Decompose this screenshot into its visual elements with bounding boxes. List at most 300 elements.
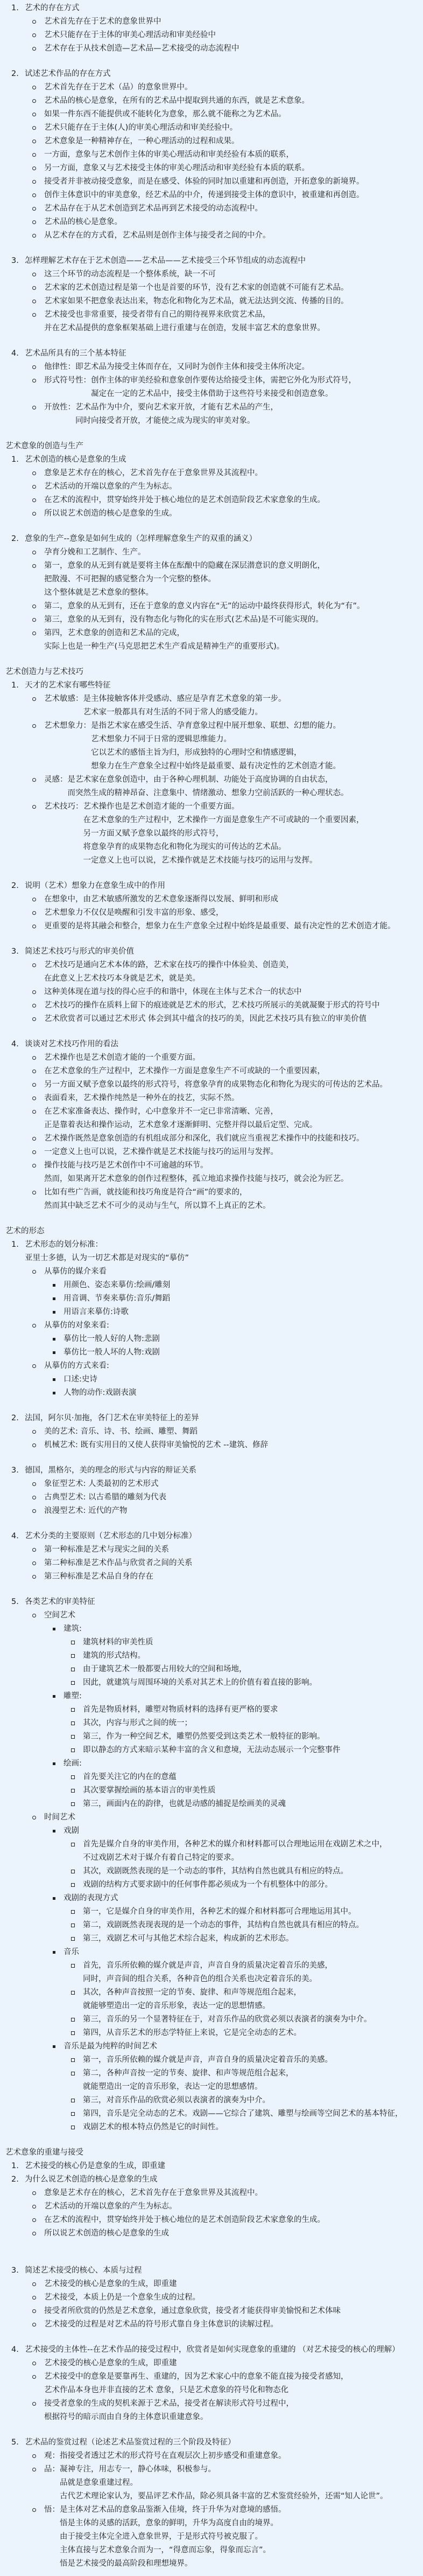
list-item [0,108,423,121]
hollow-circle-bullet-icon [32,193,36,197]
item-text: 怎样理解艺术存在于艺术创造——艺术品——艺术接受三个环节组成的动态流程中 [25,256,306,265]
list-item [0,2503,423,2517]
item-text: 艺术接受，本质上仍是一个意象生成的过程。 [44,2293,200,2302]
item-text: 第四，艺术意象的创造和艺术品的完成， [44,629,185,637]
hollow-circle-bullet-icon [32,113,36,116]
list-item [0,1012,423,1026]
item-number: 2. [11,2175,19,2184]
continuation-text: 在此意义上艺术技巧本身就是艺术，就是美。 [44,974,200,983]
sub-sub-list-item [0,1636,423,1649]
hollow-circle-bullet-icon [32,1070,36,1073]
item-text: 第一，意象的从无到有就是要将主体在酝酿中的隐藏在深层潜意识的意义明朗化， [44,561,325,570]
numbered-item [0,1595,423,1609]
continuation-text: 同时向接受者开放，才能使之成为现实的审美对象。 [75,416,255,425]
hollow-circle-bullet-icon [32,1191,36,1195]
item-text: 象征型艺术: 人类最初的艺术形式 [44,1480,159,1488]
continuation-text: 并在艺术品提供的意象框架基础上进行重建与在创造，发展丰富艺术的意象世界。 [44,324,325,332]
item-text: 试述艺术作品的存在方式 [25,70,111,78]
item-text: 其次，各种声音按照一定的节奏、旋律、和声等规范组合起来， [83,1988,301,1997]
list-item [0,1543,423,1557]
item-text: 其次要掌握绘画的基本语言的审美性质 [83,1786,216,1795]
continuation-text: 就能够塑造出一定的音乐形象，表达一定的思想情感。 [83,2002,270,2010]
continuation-line [0,854,423,867]
hollow-circle-bullet-icon [32,2454,36,2458]
item-text: 一定意义上也可以说，艺术操作就是艺术技能与技巧的运用与发挥。 [44,1148,278,1156]
item-text: 艺术首先存在于艺术（品）的意象世界中。 [44,83,193,92]
hollow-square-bullet-icon [71,1789,75,1793]
hollow-circle-bullet-icon [32,166,36,170]
numbered-item [0,2264,423,2278]
item-text: 所以说艺术创造的核心是意象的生成。 [44,509,177,518]
item-text: 为什么说艺术创造的核心是意象的生成 [25,2175,158,2184]
sub-list-item [0,1386,423,1400]
sub-sub-list-item [0,1797,423,1811]
list-item [0,985,423,999]
continuation-line [0,586,423,600]
hollow-circle-bullet-icon [32,2205,36,2209]
spacer [0,242,423,254]
item-text: 其次，戏剧既然表现的是一个动态的事件，其结构自然也就具有相应的特点。 [83,1867,348,1876]
filled-square-bullet-icon [53,2045,55,2048]
continuation-text: 这个整体就是艺术意象的整体。 [44,588,153,597]
list-item [0,692,423,706]
sub-sub-list-item [0,2026,423,2040]
continuation-text: 悟是艺术接受的最高阶段和理想境界。 [60,2559,193,2568]
item-number: 3. [11,2266,19,2275]
hollow-circle-bullet-icon [32,990,36,994]
list-item [0,202,423,216]
item-number: 3. [11,1466,19,1475]
list-item [0,959,423,972]
hollow-circle-bullet-icon [32,551,36,554]
list-item [0,494,423,507]
item-text: 所以说艺术创造的核心是意象的生成 [44,2229,169,2238]
list-item [0,467,423,480]
continuation-text: 艺术作品本身也并非直接的艺术 意象，只是艺术意象的符号化和物态化 [44,2386,289,2394]
list-item [0,1425,423,1439]
hollow-circle-bullet-icon [32,313,36,317]
hollow-circle-bullet-icon [32,86,36,89]
section-heading [0,1225,423,1238]
continuation-text: 想象力在生产意象全过程中始终是最重要、最有决定性的艺术创造才能。 [91,762,341,770]
item-text: 更重要的是将其融会和整合，想象力在生产意象全过程中始终是最重要、最有决定性的艺术创造才能。 [44,922,396,931]
item-text: 建筑的形式结构。 [83,1651,145,1660]
continuation-line [0,2544,423,2557]
list-item [0,135,423,148]
item-text: 艺术意象的创造与生产 [5,442,83,450]
item-text: 从摹仿的方式来看: [44,1362,109,1370]
hollow-square-bullet-icon [71,2112,75,2116]
sub-sub-list-item [0,1730,423,1744]
item-text: 第三种标准是艺术品自身的存在 [44,1572,153,1581]
list-item [0,2227,423,2240]
list-item [0,295,423,308]
hollow-circle-bullet-icon [32,485,36,489]
list-item [0,281,423,295]
item-text: 人物的动作:戏剧表演 [64,1388,137,1397]
list-item [0,920,423,933]
item-text: 在想象中，由艺术敏感所激发的艺术意象逐渐得以发展、鲜明和形成 [44,895,278,904]
item-text: 因此，就建筑与周围环境的关系对其艺术上的价值有着直接的影响。 [83,1678,317,1687]
item-text: 艺术只能存在于主体的审美心理活动和审美经验中 [44,31,216,39]
item-text: 从摹仿的媒介来看 [44,1267,107,1276]
continuation-line [0,972,423,985]
item-text: 艺术接受的核心仍是意象的生成，即重建 [25,2162,165,2170]
continuation-line [0,1999,423,2013]
sub-sub-list-item [0,1959,423,1973]
filled-square-bullet-icon [53,1311,55,1314]
numbered-item [0,945,423,959]
hollow-circle-bullet-icon [32,778,36,782]
item-text: 艺术品存在于从艺术创造到艺术品再到艺术接受的动态流程中。 [44,204,263,213]
filled-square-bullet-icon [53,1628,55,1630]
item-number: 4. [11,349,19,358]
sub-sub-list-item [0,1717,423,1730]
filled-square-bullet-icon [53,1351,55,1354]
item-text: 摹仿比一般人坏的人物:戏剧 [64,1348,160,1357]
list-item [0,1145,423,1159]
list-item [0,1439,423,1452]
hollow-circle-bullet-icon [32,1017,36,1021]
item-text: 艺术存在于从技术创造—艺术品—艺术接受的动态流程中 [44,44,239,53]
list-item [0,600,423,613]
spacer [0,1026,423,1038]
hollow-circle-bullet-icon [32,2468,36,2471]
sub-list-item [0,1279,423,1292]
item-text: 表面看来，艺术操作纯然是一种外在的技艺，实际不然。 [44,1094,239,1102]
numbered-item [0,2343,423,2357]
item-text: 第三，对音乐作品的欣赏必须以表演者的演奏为中介。 [83,2096,270,2105]
sub-list-item [0,1292,423,1306]
hollow-circle-bullet-icon [32,1096,36,1100]
hollow-square-bullet-icon [71,1870,75,1873]
continuation-text: 悟是主体的灵感的活跃，意象的鲜明，升华为高度自由的境界。 [60,2519,278,2528]
item-text: 这三个环节的动态流程是一个整体系统，缺一不可 [44,270,216,279]
continuation-line [0,787,423,800]
list-item [0,1065,423,1078]
continuation-line [0,1199,423,1213]
list-item [0,2304,423,2318]
hollow-square-bullet-icon [71,1924,75,1927]
item-text: 意象是艺术存在的核心，艺术首先存在于意象世界及其流程中。 [44,469,263,477]
list-item [0,29,423,42]
continuation-text: 古代艺术理论家认为，要品评艺术作品，除必须具备丰富的艺术鉴赏经验外，还需“知人论世”。 [60,2492,388,2501]
item-text: 艺术活动的开端以意象的产生为标志。 [44,482,177,491]
item-number: 1. [11,1240,19,1249]
item-text: 艺术操作也是艺术创造才能的一个重要方面。 [44,1053,200,1062]
sub-sub-list-item [0,2107,423,2121]
sub-sub-list-item [0,1905,423,1919]
hollow-square-bullet-icon [71,2126,75,2129]
hollow-circle-bullet-icon [32,2323,36,2327]
item-text: 艺术接受的主体性--在艺术作品的接受过程中，欣赏者是如何实现意象的重建的 （对艺术接受的核心的理解） [25,2345,400,2354]
item-text: 艺术家的艺术创造过程是第一个也是首要的环节，没有艺术家的创造就不可能有艺术品。 [44,283,349,292]
spacer [0,1452,423,1464]
item-text: 戏剧艺术的根本特点仍然是它的时间性。 [83,2123,223,2131]
hollow-circle-bullet-icon [32,724,36,728]
item-text: 艺术接受的过程是对艺术品的符号形式靠自身主体意识的读解过程。 [44,2320,278,2329]
item-text: 品：凝神专注，用志专一，静心体味，积极参与。 [44,2465,216,2474]
sub-sub-list-item [0,2094,423,2107]
filled-square-bullet-icon [53,1392,55,1394]
list-item [0,401,423,414]
spacer [0,335,423,347]
sub-sub-list-item [0,2121,423,2134]
hollow-circle-bullet-icon [32,618,36,622]
sub-sub-list-item [0,1649,423,1663]
continuation-text: 就能塑造出一定的音乐形象，表达一定的思想感情。 [83,2082,263,2091]
item-text: 音乐 [64,1948,79,1956]
hollow-square-bullet-icon [71,1775,75,1779]
numbered-item [0,453,423,467]
hollow-circle-bullet-icon [32,1430,36,1434]
item-text: 戏剧 [64,1827,79,1835]
filled-square-bullet-icon [53,1951,55,1954]
hollow-circle-bullet-icon [32,180,36,184]
hollow-square-bullet-icon [71,1883,75,1887]
item-text: 艺术分类的主要原则（艺术形态的几中划分标准） [25,1532,196,1540]
filled-square-bullet-icon [53,1695,55,1698]
list-item [0,1359,423,1373]
item-text: 首先是物质材料，雕塑对物质材料的选择有更严格的要求 [83,1705,278,1714]
continuation-text: 然而，如果离开艺术意象的创作过程整体，孤立地追求操作技能与技巧，就会沦为匠艺。 [44,1175,349,1183]
continuation-text: 正是靠着表达和操作运动，艺术意象才逐渐鲜明、完整并得以最后定型、完成。 [44,1121,318,1129]
item-text: 艺术形态的划分标准： [25,1240,103,1249]
numbered-item [0,2173,423,2186]
item-number: 1. [11,2162,19,2170]
item-text: 艺术想象力不仅仅是唤醒和引发丰富的形象、感受， [44,908,224,917]
item-text: 首先，音乐所依赖的媒介就是声音，声音自身的质量决定着音乐的美感， [83,1961,333,1970]
sub-sub-list-item [0,1865,423,1878]
item-text: 从摹仿的对象来看: [44,1321,109,1330]
item-text: 艺术欣赏者可以通过艺术形式 体会到其中蕴含的技巧的美，因此艺术技巧具有独立的审美价值 [44,1015,367,1023]
continuation-text: 在艺术意象的生产过程中，艺术操作一方面是意象生产不可或缺的一个重要因素， [83,816,364,824]
hollow-square-bullet-icon [71,1802,75,1806]
continuation-line [0,1851,423,1865]
hollow-square-bullet-icon [71,1843,75,1846]
item-text: 意象是艺术存在的核心，艺术首先存在于意象世界及其流程中。 [44,2189,263,2197]
hollow-circle-bullet-icon [32,564,36,568]
list-item [0,507,423,520]
list-item [0,162,423,175]
item-text: 第一种标准是艺术与现实之间的关系 [44,1545,169,1554]
item-text: 灵感：是艺术家在意象创造中，由于各种心理机制、功能处于高度协调的自由状态， [44,775,333,784]
section-heading [0,665,423,679]
spacer [0,867,423,879]
continuation-text: 艺术家一般都具有对生活的不同于常人的感受能力。 [83,708,263,717]
spacer [0,2134,423,2146]
item-number: 1. [11,455,19,464]
hollow-square-bullet-icon [71,1748,75,1752]
list-item [0,1078,423,1092]
item-text: 第二，意象的从无到有，还在于意象的意义内容在“无”的运动中最终获得形式，转化为“有”。 [44,602,365,610]
item-text: 艺术接受也非常重要，接受者带有自己的期待视界来欣赏艺术品， [44,310,271,319]
hollow-circle-bullet-icon [32,99,36,103]
spacer [0,520,423,532]
item-text: 首先要关注它的内在的意蕴 [83,1773,177,1781]
hollow-circle-bullet-icon [32,631,36,635]
hollow-circle-bullet-icon [32,1614,36,1617]
numbered-item [0,879,423,893]
item-text: 时间艺术 [44,1813,75,1822]
hollow-circle-bullet-icon [32,1056,36,1060]
item-text: 口述:史诗 [64,1375,97,1384]
list-item [0,480,423,494]
list-item [0,2213,423,2227]
item-text: 艺术品的核心是意象。 [44,218,122,226]
hollow-square-bullet-icon [71,1721,75,1725]
hollow-circle-bullet-icon [32,47,36,51]
hollow-circle-bullet-icon [32,365,36,369]
list-item [0,1570,423,1584]
sub-sub-list-item [0,1878,423,1892]
sub-list-item [0,1946,423,1959]
list-item [0,1319,423,1332]
item-text: 德国，黑格尔，美的理念的形式与内容的辩证关系 [25,1466,196,1475]
spacer [0,55,423,67]
list-item [0,1811,423,1824]
list-item [0,175,423,189]
item-text: 在艺术的流程中，贯穿始终并处于核心地位的是艺术创造阶段艺术家意象的生成。 [44,496,325,504]
hollow-square-bullet-icon [71,2072,75,2075]
continuation-line [0,2557,423,2571]
hollow-circle-bullet-icon [32,2375,36,2379]
item-text: 第二种标准是艺术作品与欣赏者之间的关系 [44,1559,193,1567]
continuation-text: 艺术想象力不同于日常的逻辑思维能力。 [91,735,231,744]
list-item [0,1159,423,1172]
item-text: 第三，画面内在的韵律，也就是动感的捕捉是绘画美的灵魂 [83,1800,286,1808]
item-text: 他律性：即艺术品为接受主体而存在，又同时为创作主体和接受主体所决定。 [44,363,309,371]
item-text: 另一方面，意象又与艺术接受主体的审美心理活动和审美经验有本质的联系。 [44,164,309,172]
hollow-circle-bullet-icon [32,1270,36,1274]
item-text: 简述艺术技巧与形式的审美价值 [25,947,134,956]
item-text: 艺术技巧：艺术操作也是艺术创造才能的一个重要方面。 [44,802,239,811]
list-item [0,773,423,787]
item-text: 空间艺术 [44,1611,75,1620]
list-item [0,2449,423,2463]
item-text: 说明（艺术）想象力在意象生成中的作用 [25,881,165,890]
item-text: 创作主体意识中的审美意象，经艺术品的中介，传递到接受主体的意识中，被重建和再创造。 [44,191,364,199]
continuation-text: 同时，声音间的组合关系，各种音色的组合关系也决定着音乐的美。 [83,1975,317,1983]
hollow-circle-bullet-icon [32,1083,36,1087]
hollow-circle-bullet-icon [32,2191,36,2195]
item-text: 建筑: [64,1624,82,1633]
hollow-circle-bullet-icon [32,379,36,383]
list-item [0,546,423,559]
list-item [0,268,423,281]
hollow-circle-bullet-icon [32,963,36,967]
hollow-circle-bullet-icon [32,126,36,130]
numbered-item [0,1464,423,1477]
item-text: 比如有些广告画，就技能和技巧角度是符合“画”的要求的， [44,1188,248,1197]
item-text: 建筑材料的审美性质 [83,1638,153,1647]
item-text: 古典型艺术: 以古希腊的雕刻为代表 [44,1493,166,1502]
filled-square-bullet-icon [53,1762,55,1765]
item-number: 2. [11,1414,19,1422]
item-number: 4. [11,2345,19,2354]
numbered-item [0,67,423,81]
item-text: 接受者意象的生成的契机来源于艺术品，接受者在解读形式符号过程中， [44,2399,294,2408]
item-text: 艺术创造力与艺术技巧 [5,668,83,676]
sub-sub-list-item [0,1744,423,1757]
continuation-line [0,827,423,841]
item-text: 艺术的存在方式 [25,4,80,12]
continuation-line [0,640,423,654]
item-text: 艺术接受的核心是意象的生成，即重建 [44,2359,177,2367]
hollow-circle-bullet-icon [32,234,36,238]
sub-sub-list-item [0,1932,423,1946]
filled-square-bullet-icon [53,1830,55,1832]
item-text: 意象的生产--意象是如何生成的（怎样理解意象生产的双重的涵义） [25,534,257,543]
sub-list-item [0,1892,423,1905]
item-text: 艺术只能存在于主体(人)的审美心理活动和审美经验中。 [44,123,238,132]
list-item [0,2397,423,2411]
hollow-circle-bullet-icon [32,1137,36,1141]
list-item [0,2278,423,2291]
continuation-text: 把散漫、不可把握的感觉整合为一个完整的整体。 [44,575,216,584]
hollow-square-bullet-icon [71,2099,75,2102]
item-text: 第四，音乐是完全动态的艺术。戏剧——它综合了建筑、雕塑与绘画等空间艺术的基本特征， [83,2109,403,2118]
item-text: 第二，各种声音按一定的节奏、旋律、和声等规范组合起来， [83,2069,294,2078]
item-text: 第四，从音乐艺术的形态学特征上来说，它是完全动态的艺术。 [83,2029,301,2037]
list-item [0,613,423,627]
item-text: 用语言来摹仿:诗歌 [64,1308,129,1316]
item-text: 艺术意象是一种精神存在，一种心理活动的过程和成果。 [44,137,239,145]
numbered-item [0,2,423,15]
continuation-line [0,733,423,746]
spacer [0,1400,423,1412]
continuation-text: 由于接受主体完全进入意象世界，于是形式符号被克服了。 [60,2532,263,2541]
item-text: 用颜色、姿态来摹仿:绘画/雕刻 [64,1281,171,1289]
hollow-circle-bullet-icon [32,2362,36,2365]
list-item [0,216,423,229]
item-text: 观：指接受者透过艺术的形式符号在直观层次上初步感受和重建意象。 [44,2452,286,2460]
hollow-circle-bullet-icon [32,1561,36,1565]
continuation-text: 实际上也是一种生产(马克思把艺术生产看成是精神生产的重要形式)。 [44,642,285,651]
spacer [0,2240,423,2252]
item-text: 在艺术家准备表达、操作时，心中意象并不一定已非常清晰、完善， [44,1107,278,1116]
spacer [0,654,423,665]
continuation-line [0,2517,423,2530]
item-text: 第一，音乐所依赖的媒介就是声音，声音自身的质量决定着音乐的美感。 [83,2056,333,2064]
hollow-circle-bullet-icon [32,300,36,303]
item-text: 艺术想象力：是指艺术家在感受生活、孕育意象过程中展开想象、联想、幻想的能力。 [44,721,341,730]
continuation-text: 另一方面又赋予意象以最终的形式符号， [83,829,224,838]
hollow-circle-bullet-icon [32,1816,36,1820]
numbered-item [0,532,423,546]
continuation-text: 根据符号的暗示而由自身的主体意识重建意象。 [44,2413,208,2421]
sub-list-item [0,1757,423,1770]
continuation-line [0,414,423,428]
item-text: 艺术接受中的意象是要靠再生、重建的，因为艺术家心中的意象不能直接为接受者感知， [44,2372,349,2381]
list-item [0,2318,423,2331]
item-text: 艺术创造的核心是意象的生成 [25,455,126,464]
item-number: 1. [11,4,19,12]
sub-sub-list-item [0,1703,423,1717]
hollow-circle-bullet-icon [32,1364,36,1368]
hollow-circle-bullet-icon [32,140,36,143]
sub-sub-list-item [0,1919,423,1932]
continuation-line [0,2490,423,2503]
hollow-circle-bullet-icon [32,153,36,157]
item-text: 第二，戏剧既然表现表现的是一个动态的事件，其结构自然也就具有相应的特点。 [83,1921,364,1929]
item-text: 另一方面又赋予意象以最终的形式符号，将意象孕育的成果物态化和物化为现实的可传达的艺术品。 [44,1080,387,1089]
hollow-circle-bullet-icon [32,605,36,608]
filled-square-bullet-icon [53,1297,55,1300]
item-text: 艺术品的鉴赏过程（论述艺术品鉴赏过程的三个阶段及特征） [25,2438,236,2447]
item-text: 艺术品的核心是意象，在所有的艺术品中提取到共通的东西，就是艺术意象。 [44,96,309,105]
item-number: 4. [11,1532,19,1540]
